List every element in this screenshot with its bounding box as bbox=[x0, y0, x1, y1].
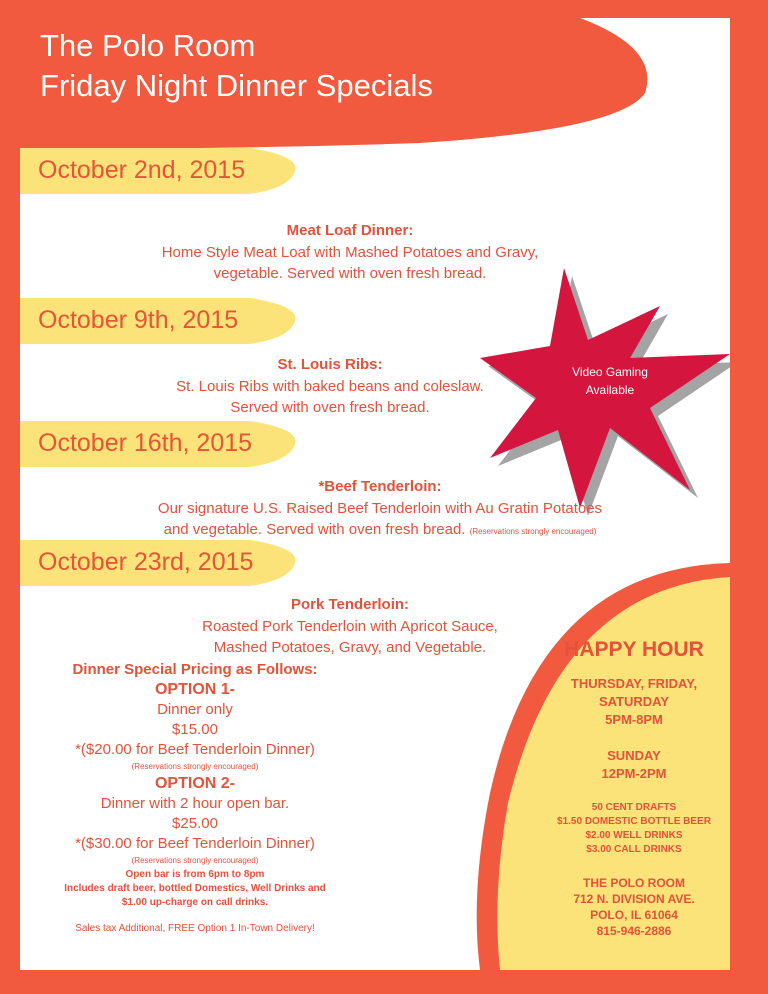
special-pork-tenderloin: Pork Tenderloin: Roasted Pork Tenderloin with Apricot Sauce, Mashed Potatoes, Gravy, and Vegetable. bbox=[202, 596, 498, 656]
option-2-title: OPTION 2- bbox=[154, 775, 235, 792]
title-banner bbox=[20, 18, 730, 168]
date-tab-oct-16: October 16th, 2015 bbox=[20, 421, 320, 467]
happy-hour-title: HAPPY HOUR bbox=[564, 638, 704, 661]
venue-phone: 815-946-2886 bbox=[596, 924, 672, 938]
pricing-heading: Dinner Special Pricing as Follows: bbox=[72, 661, 318, 678]
option-2-price: $25.00 bbox=[172, 815, 218, 832]
video-gaming-label: Video Gaming Available bbox=[572, 365, 648, 397]
special-st-louis-ribs: St. Louis Ribs: St. Louis Ribs with baked beans and coleslaw. Served with oven fresh bread. bbox=[176, 356, 484, 416]
restaurant-name: The Polo Room bbox=[40, 28, 256, 63]
date-tab-oct-9: October 9th, 2015 bbox=[20, 298, 320, 344]
special-beef-tenderloin: *Beef Tenderloin: Our signature U.S. Raised Beef Tenderloin with Au Gratin Potatoes and vegetable. Served with oven fresh bread. (Reservations strongly encouraged) bbox=[157, 478, 603, 538]
venue-name: THE POLO ROOM bbox=[583, 876, 685, 890]
happy-hour-section: HAPPY HOUR THURSDAY, FRIDAY, SATURDAY 5PM-8PM SUNDAY 12PM-2PM 50 CENT DRAFTS $1.50 DOMESTIC BOTTLE BEER $2.00 WELL DRINKS $3.00 CALL DRINKS THE POLO ROOM 712 N. DIVISION AVE. POLO, IL 61064 815-946-2886 bbox=[540, 635, 728, 939]
reservation-note: (Reservations strongly encouraged) bbox=[469, 527, 597, 536]
date-tab-oct-23: October 23rd, 2015 bbox=[20, 540, 320, 586]
special-meat-loaf: Meat Loaf Dinner: Home Style Meat Loaf with Mashed Potatoes and Gravy, vegetable. Served with oven fresh bread. bbox=[161, 222, 539, 282]
venue-city: POLO, IL 61064 bbox=[590, 908, 678, 922]
date-tab-oct-2: October 2nd, 2015 bbox=[20, 148, 320, 194]
option-1-title: OPTION 1- bbox=[154, 681, 235, 698]
pricing-section: Dinner Special Pricing as Follows: OPTION 1- Dinner only $15.00 *($20.00 for Beef Tenderloin Dinner) (Reservations strongly encouraged) OPTION 2- Dinner with 2 hour open bar. $25.00 *($30.00 for Beef Tenderloin Dinner) (Reservations strongly encouraged) Open bar is from 6pm to 8pm Includes draft beer, bottled Domestics, Well Drinks and $1.00 up-charge on call drinks. Sales tax Additional, FREE Option 1 In-Town Delivery! bbox=[40, 660, 350, 936]
menu-flyer bbox=[20, 18, 730, 970]
delivery-note: Sales tax Additional, FREE Option 1 In-Town Delivery! bbox=[75, 923, 315, 934]
option-1-price: $15.00 bbox=[172, 721, 218, 738]
page-title: Friday Night Dinner Specials bbox=[40, 68, 433, 103]
venue-street: 712 N. DIVISION AVE. bbox=[573, 892, 695, 906]
